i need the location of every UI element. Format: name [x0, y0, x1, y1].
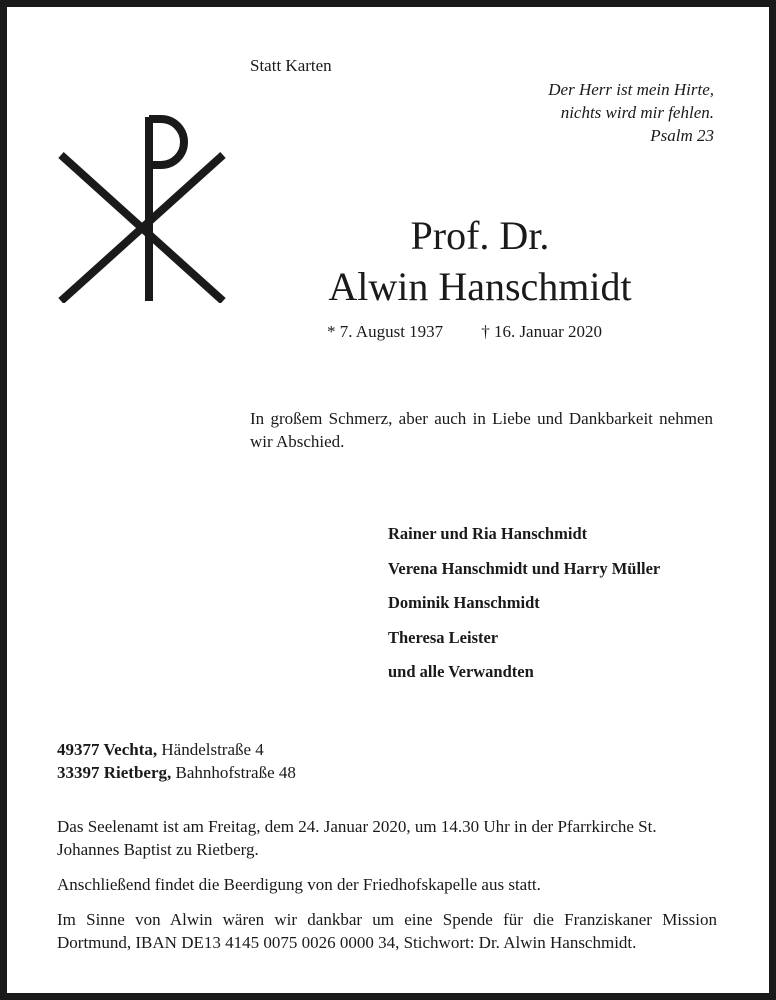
- quote-source: Psalm 23: [650, 126, 714, 145]
- address-street: Bahnhofstraße 48: [175, 763, 296, 782]
- addresses: [57, 738, 296, 784]
- address-vechta: [57, 738, 296, 761]
- address-rietberg: [57, 761, 296, 784]
- psalm-quote: [548, 78, 714, 147]
- mourner-4: Theresa Leister: [388, 627, 499, 647]
- address-city: 49377 Vechta,: [57, 740, 158, 759]
- quote-line-1: Der Herr ist mein Hirte,: [548, 80, 714, 99]
- farewell-text: In großem Schmerz, aber auch in Liebe und Dankbarkeit nehmen wir Abschied.: [250, 409, 713, 451]
- death-date: † 16. Januar 2020: [481, 322, 603, 341]
- mourners-list: [388, 517, 660, 690]
- mourner-5: und alle Verwandten: [388, 662, 534, 681]
- burial-note: Anschließend findet die Beerdigung von der Friedhofskapelle aus statt.: [57, 875, 541, 894]
- donation-note: Im Sinne von Alwin wären wir dankbar um eine Spende für die Franziskaner Mission Dortmund, IBAN DE13 4145 0075 0026 0000 34, Stichwort: Dr. Alwin Hanschmidt.: [57, 910, 717, 952]
- address-street: Händelstraße 4: [161, 740, 264, 759]
- requiem-note: Das Seelenamt ist am Freitag, dem 24. Januar 2020, um 14.30 Uhr in der Pfarrkirche St. Johannes Baptist zu Rietberg.: [57, 817, 657, 859]
- mourner-1: Rainer und Ria Hanschmidt: [388, 524, 588, 543]
- mourner-3: Dominik Hanschmidt: [388, 593, 540, 612]
- deceased-title: Prof. Dr.: [410, 213, 550, 258]
- life-dates: [327, 322, 602, 342]
- statt-karten-label: Statt Karten: [250, 56, 332, 75]
- birth-date: * 7. August 1937: [327, 322, 444, 341]
- mourner-2: Verena Hanschmidt und Harry Müller: [388, 558, 661, 578]
- quote-line-2: nichts wird mir fehlen.: [560, 103, 714, 122]
- address-city: 33397 Rietberg,: [57, 763, 172, 782]
- deceased-name: Alwin Hanschmidt: [328, 264, 632, 309]
